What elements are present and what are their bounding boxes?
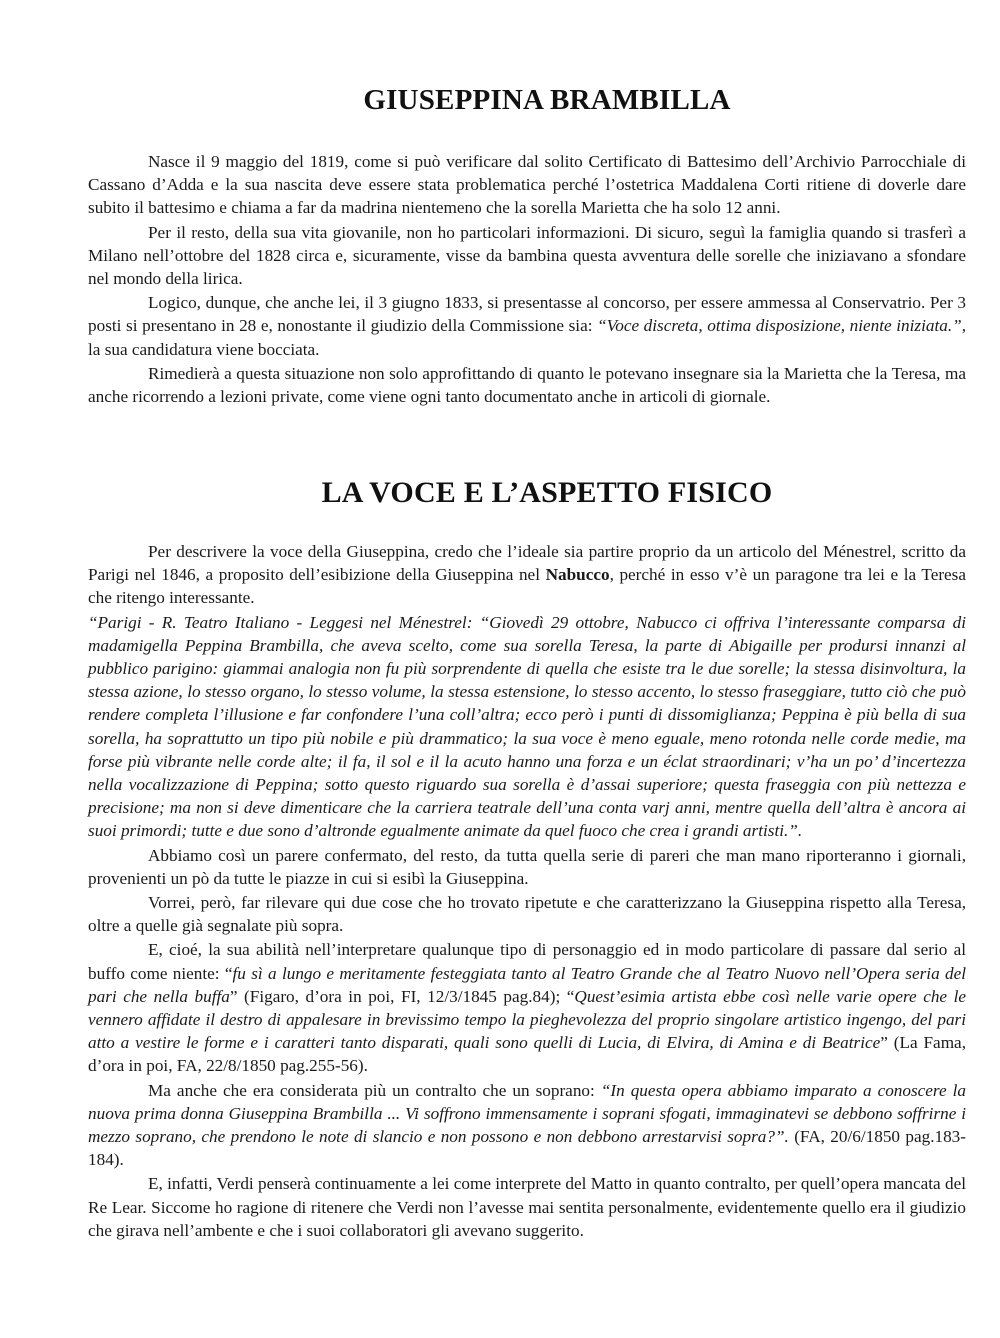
figaro-quote: fu sì a lungo e meritamente festeggiata tanto al Teatro Grande che al Teatro Nuovo nell’Opera seria del pari che nella buffa (88, 963, 966, 1006)
menestrel-quote (88, 611, 966, 843)
paragraph-birth: Nasce il 9 maggio del 1819, come si può verificare dal solito Certificato di Battesimo dell’Archivio Parrocchiale di Cassano d’Adda e la sua nascita deve essere stata problematica perché l’ostetrica Maddalena Corti ritiene di doverle dare subito il battesimo e chiama a far da madrina nientemeno che la sorella Marietta che ha solo 12 anni. (88, 152, 966, 218)
opera-title-nabucco: Nabucco (545, 565, 610, 585)
paragraph-private-lessons: Rimedierà a questa situazione non solo approfittando di quanto le potevano insegnare sia la Marietta che la Teresa, ma anche ricorrendo a lezioni private, come viene ogni tanto documentato anche in articoli di giornale. (88, 363, 966, 407)
versatility-text-c: ” (La Fama, d’ora in poi, FA, 22/8/1850 pag.255-56). (88, 1033, 966, 1076)
paragraph-opinion: Abbiamo così un parere confermato, del resto, da tutta quella serie di pareri che man mano riporteranno i giornali, provenienti un pò da tutte le piazze in cui si esibì la Giuseppina. (88, 845, 966, 888)
menestrel-quote-text: “Parigi - R. Teatro Italiano - Leggesi nel Ménestrel: “Giovedì 29 ottobre, Nabucco ci offriva l’interessante comparsa di madamigella Peppina Brambilla, che aveva scelto, come sua sorella Teresa, la parte di Abigaille per prodursi innanzi al pubblico parigino: giammai analogia non fu più sorprendente di quella che esiste tra le due sorelle; la stessa disinvoltura, la stessa azione, lo stesso organo, lo stesso volume, la stessa estensione, lo stesso accento, lo stesso fraseggiare, tutto ciò che può rendere completa l’illusione e far confondere l’una coll’altra; ecco però i punti di dissomiglianza; Peppina è più bella di sua sorella, ha soprattutto un tipo più nobile e più drammatico; la sua voce è meno eguale, meno rotonda nelle corde medie, ma forse più vibrante nelle corde alte; il fa, il sol e il la acuto hanno una forza e un éclat straordinari; v’ha un po’ d’incertezza nella vocalizzazione di Peppina; sotto questo riguardo sua sorella è d’assai superiore; questa fraseggia con più nettezza e precisione; ma non si deve dimenticare che la carriera teatrale dell’una conta varj anni, mentre quella dell’altra è ancora ai suoi primordi; tutte e due sono d’altronde egualmente animate da quel fuoco che crea i grandi artisti.”. (88, 612, 966, 841)
contralto-text-a: Ma anche che era considerata più un contralto che un soprano: (148, 1080, 601, 1100)
commission-quote: “Voce discreta, ottima disposizione, niente iniziata.” (597, 316, 962, 336)
conservatory-text-a: Logico, dunque, che anche lei, il 3 giugno 1833, si presentasse al concorso, per essere ammessa al Conservatrio. Per 3 posti si presentano in 28 e, nonostante il giudizio della Commissione sia: (88, 293, 966, 336)
section-voice (88, 540, 966, 1242)
conservatory-text-b: , la sua candidatura viene bocciata. (88, 316, 966, 359)
paragraph-conservatory (88, 291, 966, 361)
paragraph-contralto (88, 1079, 966, 1172)
paragraph-menestrel-intro (88, 540, 966, 610)
paragraph-verdi-lear: E, infatti, Verdi penserà continuamente a lei come interprete del Matto in quanto contralto, per quell’opera mancata del Re Lear. Siccome ho ragione di ritenere che Verdi non l’avesse mai sentita personalmente, evidentemente quello era il giudizio che girava nell’ambente e che i suoi collaboratori gli avevano suggerito. (88, 1174, 966, 1240)
contralto-quote: “In questa opera abbiamo imparato a conoscere la nuova prima donna Giuseppina Brambilla ... Vi soffrono immensamente i soprani sfogati, immaginatevi se debbono soffrirne i mezzo soprano, che prendono le note di slancio e non possono e non debbono arrestarvisi sopra?”. (88, 1080, 967, 1147)
versatility-text-b: ” (Figaro, d’ora in poi, FI, 12/3/1845 pag.84); “ (229, 986, 575, 1006)
section-title-giuseppina-brambilla: GIUSEPPINA BRAMBILLA (363, 84, 731, 116)
contralto-text-b: (FA, 20/6/1850 pag.183-184). (88, 1127, 966, 1170)
intro-text-a: Per descrivere la voce della Giuseppina, credo che l’ideale sia partire proprio da un articolo del Ménestrel, scritto da Parigi nel 1846, a proposito dell’esibizione della Giuseppina nel (88, 542, 966, 585)
paragraph-versatility (88, 938, 966, 1077)
section-title-voce-aspetto: LA VOCE E L’ASPETTO FISICO (321, 476, 773, 509)
fama-quote: Quest’esimia artista ebbe così nelle varie opere che le vennero affidate il destro di appalesare in brevissimo tempo la pieghevolezza del proprio singolare artistico ingengo, del pari atto a vestire le forme e i caratteri tanto disparati, quali sono quelli di Lucia, di Elvira, di Amina e di Beatrice (88, 986, 966, 1053)
versatility-text-a: E, cioé, la sua abilità nell’interpretare qualunque tipo di personaggio ed in modo particolare di passare dal serio al buffo come niente: “ (88, 940, 966, 983)
section-biography (88, 150, 966, 408)
paragraph-youth: Per il resto, della sua vita giovanile, non ho particolari informazioni. Di sicuro, seguì la famiglia quando si trasferì a Milano nell’ottobre del 1828 circa e, sicuramente, visse da bambina questa avventura delle sorelle che iniziavano a sfondare nel mondo della lirica. (88, 222, 966, 289)
intro-text-b: , perché in esso v’è un paragone tra lei e la Teresa che ritengo interessante. (88, 565, 966, 608)
paragraph-two-things: Vorrei, però, far rilevare qui due cose che ho trovato ripetute e che caratterizzano la Giuseppina rispetto alla Teresa, oltre a quelle già segnalate più sopra. (88, 893, 966, 936)
